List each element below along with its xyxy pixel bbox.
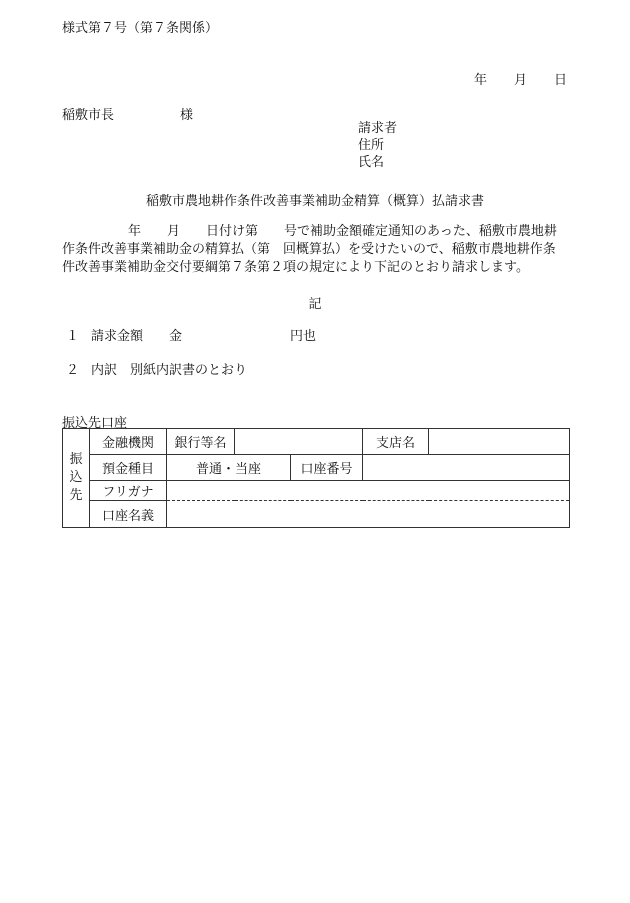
body-year: 年	[128, 224, 142, 239]
document-title: 稲敷市農地耕作条件改善事業補助金精算（概算）払請求書	[145, 194, 484, 209]
side-label-text: 振込先	[69, 452, 83, 503]
item1-label: 請求金額	[91, 329, 144, 344]
bank-row-deposit-type	[63, 455, 570, 481]
account-number-field[interactable]	[363, 455, 570, 481]
bank-row-furigana	[63, 481, 570, 501]
date-month: 月	[514, 73, 528, 88]
date-line	[474, 69, 567, 88]
addressee	[62, 104, 193, 123]
item1-kin: 金	[169, 329, 183, 344]
addressee-honorific: 様	[180, 108, 194, 123]
deposit-type-label: 預金種目	[90, 455, 167, 481]
form-number: 様式第７号（第７条関係）	[62, 21, 219, 36]
body-part1: 日付け第	[206, 224, 259, 239]
account-holder-field[interactable]	[167, 501, 570, 528]
furigana-label: フリガナ	[90, 481, 167, 501]
addressee-name: 稲敷市長	[62, 108, 115, 123]
item2-number: ２	[66, 363, 80, 378]
requester-block	[358, 120, 397, 171]
bank-account-table	[62, 428, 570, 528]
branch-name-label: 支店名	[363, 429, 429, 455]
bank-name-label: 銀行等名	[167, 429, 235, 455]
deposit-type-value[interactable]: 普通・当座	[167, 455, 291, 481]
bank-row-account-holder	[63, 501, 570, 528]
branch-name-field[interactable]	[429, 429, 570, 455]
financial-institution-label: 金融機関	[90, 429, 167, 455]
transfer-destination-label	[63, 429, 90, 528]
furigana-field[interactable]	[167, 481, 570, 501]
bank-name-field[interactable]	[235, 429, 363, 455]
requester-name: 氏名	[358, 155, 385, 170]
item1-number: １	[66, 329, 80, 344]
date-day: 日	[554, 73, 568, 88]
account-number-label: 口座番号	[291, 455, 363, 481]
bank-section-heading: 振込先口座	[62, 416, 128, 431]
body-month: 月	[167, 224, 181, 239]
ki-heading: 記	[308, 297, 322, 312]
requester-label: 請求者	[358, 121, 398, 136]
item2-label: 内訳	[91, 363, 118, 378]
body-part3: 回概算払）を受けたいので、稲敷市農地耕作条件改善事業補助金交付要綱第７条第２項の規定により下記のとおり請求します。	[62, 242, 556, 275]
body-part2: 号で補助金額確定通知のあった、稲敷市農地耕作条件改善事業補助金の精算払（第	[62, 224, 557, 257]
date-year: 年	[474, 73, 488, 88]
account-holder-label: 口座名義	[90, 501, 167, 528]
item1-yen: 円也	[290, 329, 317, 344]
item-request-amount	[66, 325, 316, 344]
bank-row-institution	[63, 429, 570, 455]
body-text	[62, 223, 568, 277]
item-breakdown	[66, 359, 247, 378]
item2-text: 別紙内訳書のとおり	[130, 363, 248, 378]
requester-address: 住所	[358, 138, 385, 153]
